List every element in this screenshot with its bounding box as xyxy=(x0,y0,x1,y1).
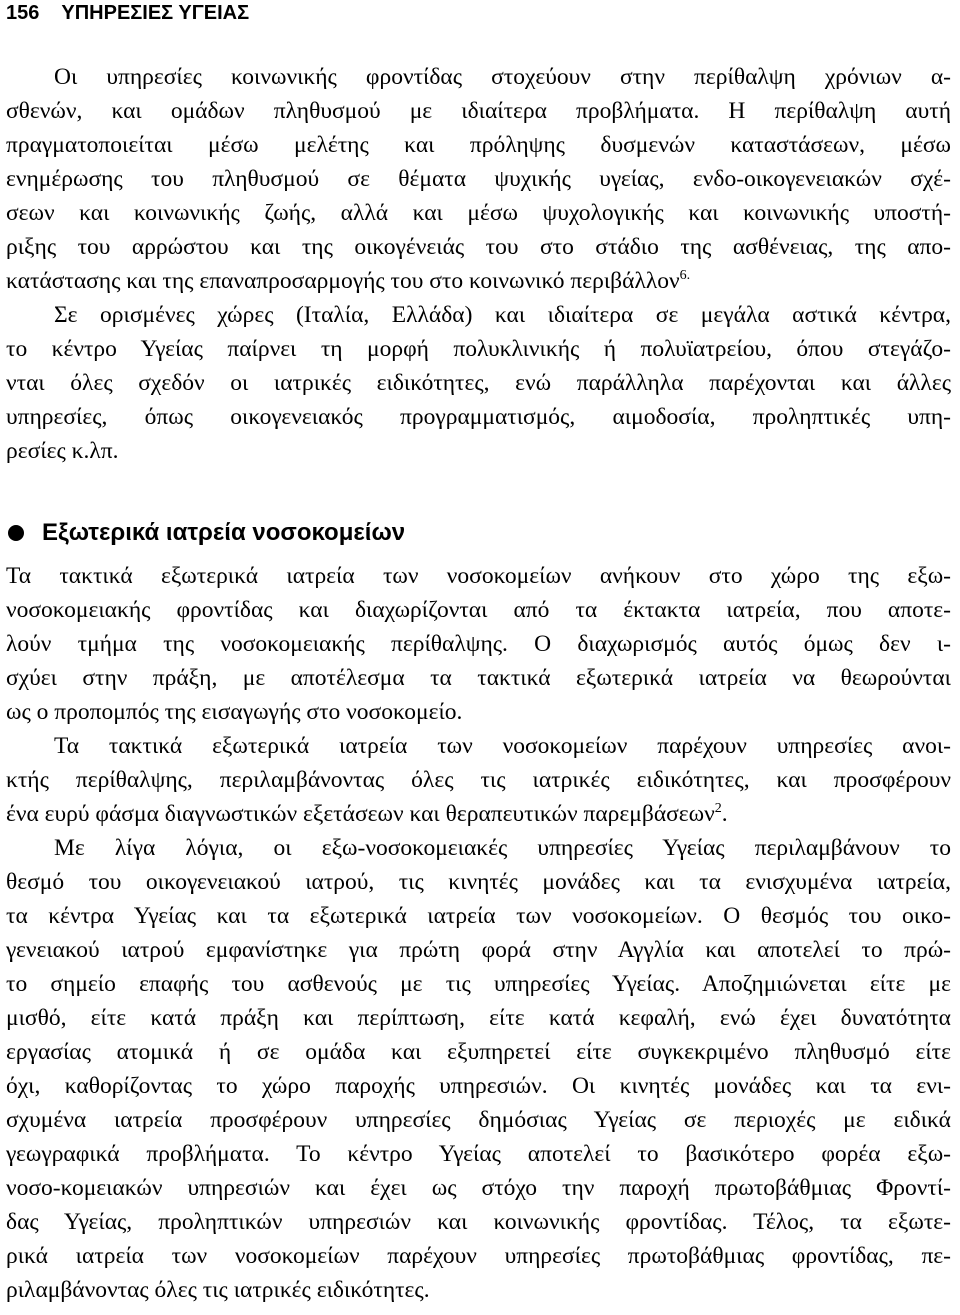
text-line: Οι υπηρεσίες κοινωνικής φροντίδας στοχεύουν στην περίθαλψη χρόνιων α- xyxy=(54,64,951,90)
section-title: Εξωτερικά ιατρεία νοσοκομείων xyxy=(42,519,406,546)
text-line: θεσμό του οικογενειακού ιατρού, τις κινητές μονάδες και τα ενισχυμένα ιατρεία, xyxy=(6,869,951,895)
text-line: ριξης του αρρώστου και της οικογένειάς του στο στάδιο της ασθένειας, της απο- xyxy=(6,234,951,260)
text-line: ρικά ιατρεία των νοσοκομείων παρέχουν υπηρεσίες πρωτοβάθμιας φροντίδας, πε- xyxy=(6,1243,951,1269)
text-line: δας Υγείας, προληπτικών υπηρεσιών και κοινωνικής φροντίδας. Τέλος, τα εξωτε- xyxy=(6,1209,951,1235)
text-line: μισθό, είτε κατά πράξη και περίπτωση, είτε κατά κεφαλή, ενώ έχει δυνατότητα xyxy=(6,1005,951,1031)
page-number: 156 xyxy=(6,2,40,24)
text-line: τα κέντρα Υγείας και τα εξωτερικά ιατρεία των νοσοκομείων. Ο θεσμός του οικο- xyxy=(6,903,951,929)
text-line: σθενών, και ομάδων πληθυσμού με ιδιαίτερα προβλήματα. Η περίθαλψη αυτή xyxy=(6,98,951,124)
text-line: σχύει στην πράξη, με αποτέλεσμα τα τακτικά εξωτερικά ιατρεία να θεωρούνται xyxy=(6,665,951,691)
text-line: γενειακού ιατρού εμφανίστηκε για πρώτη φορά στην Αγγλία και αποτελεί το πρώ- xyxy=(6,937,951,963)
text-line: κατάστασης και της επαναπροσαρμογής του στο κοινωνικό περιβάλλον xyxy=(6,268,680,294)
text-line-with-footnote xyxy=(6,264,951,298)
text-line: Σε ορισμένες χώρες (Ιταλία, Ελλάδα) και ιδιαίτερα σε μεγάλα αστικά κέντρα, xyxy=(54,302,951,328)
running-title: ΥΠΗΡΕΣΙΕΣ ΥΓΕΙΑΣ xyxy=(61,2,250,24)
text-line: λούν τμήμα της νοσοκομειακής περίθαλψης. Ο διαχωρισμός αυτός όμως δεν ι- xyxy=(6,631,951,657)
section-heading xyxy=(6,515,405,551)
text-line: ως ο προπομπός της εισαγωγής στο νοσοκομείο. xyxy=(6,699,463,725)
intro-paragraphs xyxy=(6,60,951,468)
footnote-ref: 6. xyxy=(679,268,691,283)
text-line: νται όλες σχεδόν οι ιατρικές ειδικότητες, ενώ παράλληλα παρέχονται και άλλες xyxy=(6,370,951,396)
text-line: ενημέρωσης του πληθυσμού σε θέματα ψυχικής υγείας, ενδο-οικογενειακών σχέ- xyxy=(6,166,951,192)
text-line: ριλαμβάνοντας όλες τις ιατρικές ειδικότητες. xyxy=(6,1277,430,1303)
sentence-period: . xyxy=(721,801,728,827)
text-line: ρεσίες κ.λπ. xyxy=(6,438,119,464)
text-line: νοσοκομειακής φροντίδας και διαχωρίζονται από τα έκτακτα ιατρεία, που αποτε- xyxy=(6,597,951,623)
text-line: σεων και κοινωνικής ζωής, αλλά και μέσω ψυχολογικής και κοινωνικής υποστή- xyxy=(6,200,951,226)
text-line: όχι, καθορίζοντας το χώρο παροχής υπηρεσιών. Οι κινητές μονάδες και τα ενι- xyxy=(6,1073,951,1099)
text-line: Με λίγα λόγια, οι εξω-νοσοκομειακές υπηρεσίες Υγείας περιλαμβάνουν το xyxy=(54,835,951,861)
text-line: ένα ευρύ φάσμα διαγνωστικών εξετάσεων και θεραπευτικών παρεμβάσεων xyxy=(6,801,715,827)
running-header xyxy=(6,0,249,28)
text-line: κτής περίθαλψης, περιλαμβάνοντας όλες τις ιατρικές ειδικότητες, και προσφέρουν xyxy=(6,767,951,793)
text-line: πραγματοποιείται μέσω μελέτης και πρόληψης δυσμενών καταστάσεων, μέσω xyxy=(6,132,951,158)
text-line: το σημείο επαφής του ασθενούς με τις υπηρεσίες Υγείας. Αποζημιώνεται είτε με xyxy=(6,971,951,997)
text-line: εργασίας ατομικά ή σε ομάδα και εξυπηρετεί είτε συγκεκριμένο πληθυσμό είτε xyxy=(6,1039,951,1065)
bullet-icon xyxy=(8,525,24,541)
text-line: το κέντρο Υγείας παίρνει τη μορφή πολυκλινικής ή πολυϊατρείου, όπου στεγάζο- xyxy=(6,336,951,362)
text-line-with-footnote xyxy=(6,797,951,831)
section-paragraphs xyxy=(6,559,951,1307)
text-line: Τα τακτικά εξωτερικά ιατρεία των νοσοκομείων ανήκουν στο χώρο της εξω- xyxy=(6,563,951,589)
text-line: νοσο-κομειακών υπηρεσιών και έχει ως στόχο την παροχή πρωτοβάθμιας Φροντί- xyxy=(6,1175,951,1201)
text-line: γεωγραφικά προβλήματα. Το κέντρο Υγείας αποτελεί το βασικότερο φορέα εξω- xyxy=(6,1141,951,1167)
text-line: Τα τακτικά εξωτερικά ιατρεία των νοσοκομείων παρέχουν υπηρεσίες ανοι- xyxy=(54,733,951,759)
text-line: σχυμένα ιατρεία προσφέρουν υπηρεσίες δημόσιας Υγείας σε περιοχές με ειδικά xyxy=(6,1107,951,1133)
text-line: υπηρεσίες, όπως οικογενειακός προγραμματισμός, αιμοδοσία, προληπτικές υπη- xyxy=(6,404,951,430)
footnote-ref: 2 xyxy=(714,801,722,816)
